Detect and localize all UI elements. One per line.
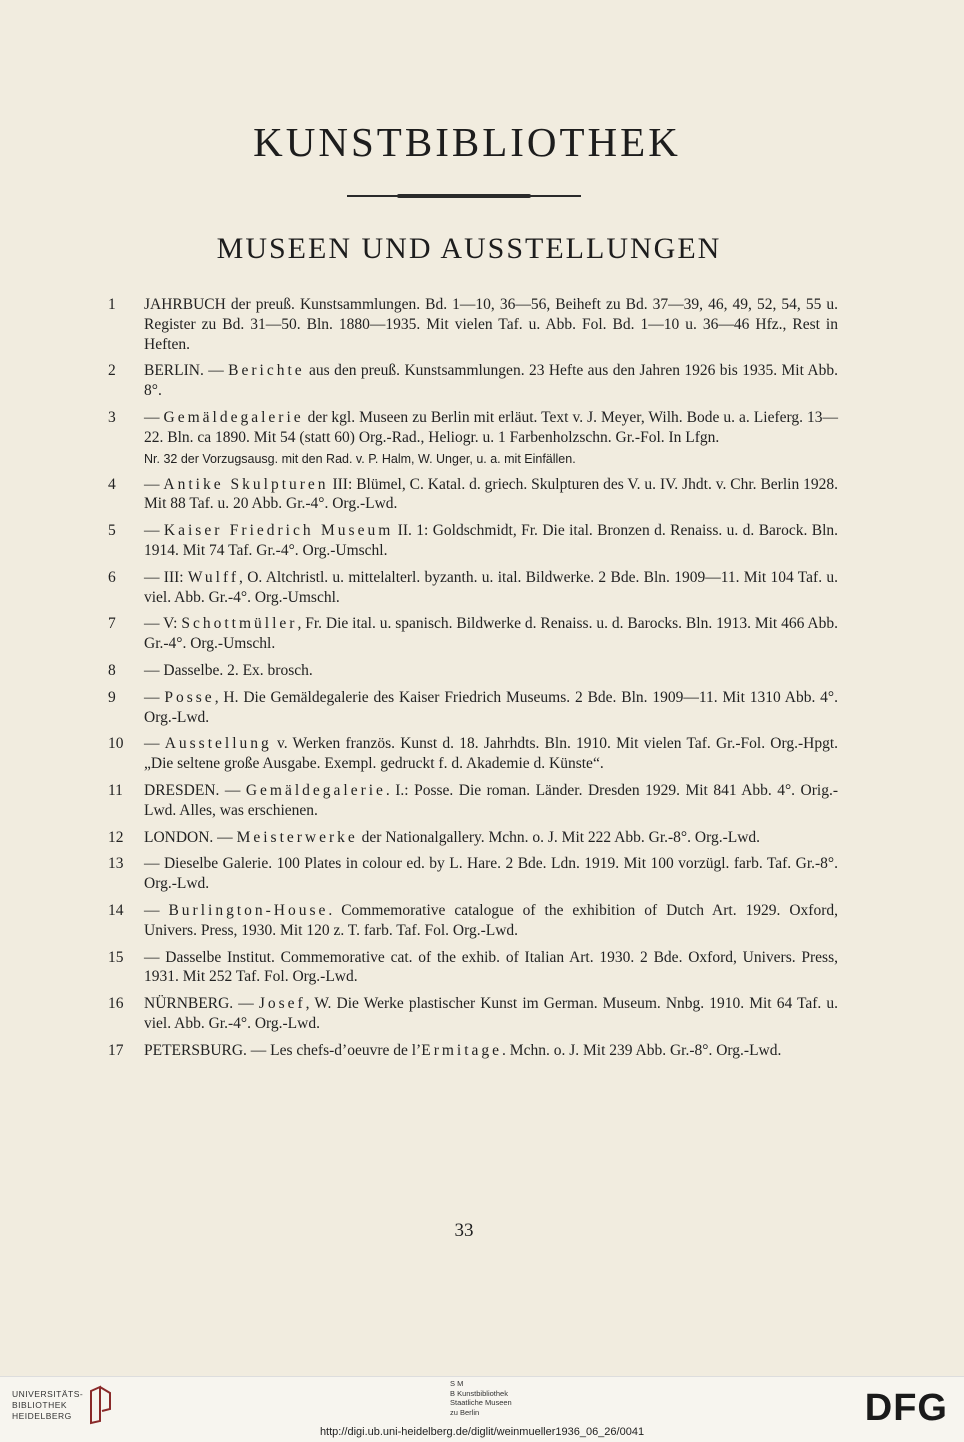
spaced-keyword: Gemäldegalerie [245,781,386,799]
catalogue-entry [108,828,838,848]
catalogue-entries [108,295,838,1068]
catalogue-entry [108,781,838,821]
entry-text: — Dasselbe Institut. Commemorative cat. of the exhib. of Italian Art. 1930. 2 Bde. Oxford, Univers. Press, 1931. Mit 252 Taf. Fol. Org.-Lwd. [144,948,838,986]
entry-text: — Dasselbe. 2. Ex. brosch. [144,661,313,679]
catalogue-entry [108,948,838,988]
entry-text: — Posse, H. Die Gemäldegalerie des Kaiser Friedrich Museums. 2 Bde. Bln. 1909—11. Mit 1310 Abb. 4°. Org.-Lwd. [144,688,839,726]
entry-number: 13 [108,855,124,873]
catalogue-entry [108,408,838,468]
entry-number: 3 [108,408,116,426]
entry-number: 11 [108,781,123,799]
university-library-label: UNIVERSITÄTS- BIBLIOTHEK HEIDELBERG [12,1389,84,1421]
catalogue-entry [108,688,838,728]
catalogue-entry [108,568,838,608]
entry-number: 12 [108,828,124,846]
university-logo-icon [88,1385,114,1425]
spaced-keyword: Gemäldegalerie [163,408,304,426]
section-heading: MUSEEN UND AUSSTELLUNGEN [216,232,722,265]
entry-text: PETERSBURG. — Les chefs-d’oeuvre de l’Ermitage. Mchn. o. J. Mit 239 Abb. Gr.-8°. Org.-Lwd. [144,1041,782,1059]
entry-text: NÜRNBERG. — Josef, W. Die Werke plastischer Kunst im German. Museum. Nnbg. 1910. Mit 64 Taf. u. viel. Abb. Gr.-4°. Org.-Lwd. [144,995,839,1032]
spaced-keyword: Schottmüller [181,615,298,633]
spaced-keyword: Josef [258,995,306,1013]
holding-library-label: S M B Kunstbibliothek Staatliche Museen zu Berlin [450,1379,512,1417]
entry-text: DRESDEN. — Gemäldegalerie. I.: Posse. Die roman. Länder. Dresden 1929. Mit 841 Abb. 4°. Orig.-Lwd. Alles, was erschienen. [144,781,838,819]
entry-number: 15 [108,948,124,966]
catalogue-entry [108,475,838,515]
entry-note: Nr. 32 der Vorzugsausg. mit den Rad. v. P. Halm, W. Unger, u. a. mit Einfällen. [144,451,576,466]
entry-number: 17 [108,1041,124,1059]
entry-number: 10 [108,735,124,753]
page-title: KUNSTBIBLIOTHEK [253,119,681,165]
entry-number: 2 [108,362,116,380]
dfg-logo: DFG [864,1387,948,1429]
entry-text: — V: Schottmüller, Fr. Die ital. u. spanisch. Bildwerke d. Renaiss. u. d. Barocks. Bln. 1913. Mit 466 Abb. Gr.-4°. Org.-Umschl. [144,615,838,653]
catalogue-entry [108,854,838,894]
entry-text: — Burlington-House. Commemorative catalogue of the exhibition of Dutch Art. 1929. Oxford, Univers. Press, 1930. Mit 120 z. T. farb. Taf. Fol. Org.-Lwd. [144,901,838,939]
spaced-keyword: Meisterwerke [236,828,358,846]
spaced-keyword: Berichte [228,362,305,380]
title-divider [347,195,581,197]
entry-text: — Dieselbe Galerie. 100 Plates in colour ed. by L. Hare. 2 Bde. Ldn. 1919. Mit 100 vorzügl. farb. Taf. Gr.-8°. Org.-Lwd. [144,855,838,893]
entry-number: 7 [108,615,116,633]
catalogue-entry [108,521,838,561]
entry-text: — Gemäldegalerie der kgl. Museen zu Berlin mit erläut. Text v. J. Meyer, Wilh. Bode u. a. Lieferg. 13—22. Bln. ca 1890. Mit 54 (statt 60) Org.-Rad., Heliogr. u. 1 Farbenholzschn. Gr.-Fol. In Lfgn. Nr. 32 der Vorzugsausg. mit den Rad. v. P. Halm, W. Unger, u. a. mit Einfällen. [144,408,839,466]
entry-number: 9 [108,688,116,706]
spaced-keyword: Kaiser Friedrich Museum [163,522,394,540]
spaced-keyword: Wulff [187,568,240,586]
catalogue-entry [108,901,838,941]
entry-number: 4 [108,475,116,493]
spaced-keyword: Antike Skulpturen [163,475,329,493]
catalogue-entry [108,614,838,654]
catalogue-entry [108,1041,838,1061]
viewer-footer [0,1376,964,1442]
entry-text: — Kaiser Friedrich Museum II. 1: Goldschmidt, Fr. Die ital. Bronzen d. Renaiss. u. d. Barock. Bln. 1914. Mit 74 Taf. Gr.-4°. Org.-Umschl. [144,522,839,559]
catalogue-entry [108,295,838,354]
catalogue-entry [108,734,838,774]
spaced-keyword: Burlington-House [168,901,329,919]
entry-number: 1 [108,296,116,313]
entry-text: BERLIN. — Berichte aus den preuß. Kunstsammlungen. 23 Hefte aus den Jahren 1926 bis 1935. Mit Abb. 8°. [144,362,839,400]
entry-number: 8 [108,661,116,679]
catalogue-entry [108,361,838,401]
catalogue-entry [108,994,838,1034]
spaced-keyword: Ermitage [421,1041,503,1059]
entry-text: — Ausstellung v. Werken französ. Kunst d. 18. Jahrhdts. Bln. 1910. Mit vielen Taf. Gr.-Fol. Org.-Hpgt. „Die seltene große Ausgabe. Exempl. gedruckt f. d. Akademie d. Künste“. [144,735,839,773]
permalink-url[interactable]: http://digi.ub.uni-heidelberg.de/diglit/weinmueller1936_06_26/0041 [319,1426,645,1438]
catalogue-entry [108,661,838,681]
spaced-keyword: Posse [164,688,215,706]
entry-number: 14 [108,901,124,919]
spaced-keyword: Ausstellung [164,735,272,753]
entry-text: JAHRBUCH der preuß. Kunstsammlungen. Bd. 1—10, 36—56, Beiheft zu Bd. 37—39, 46, 49, 52, 54, 55 u. Register zu Bd. 31—50. Bln. 1880—1935. Mit vielen Taf. u. Abb. Fol. Bd. 1—10 u. 36—46 Hfz., Rest in Heften. [144,296,838,353]
entry-text: — III: Wulff, O. Altchristl. u. mittelalterl. byzanth. u. ital. Bildwerke. 2 Bde. Bln. 1909—11. Mit 104 Taf. u. viel. Abb. Gr.-4°. Org.-Umschl. [144,568,838,606]
page-number: 33 [454,1220,474,1241]
entry-text: LONDON. — Meisterwerke der Nationalgallery. Mchn. o. J. Mit 222 Abb. Gr.-8°. Org.-Lwd. [144,828,761,846]
entry-number: 16 [108,995,124,1013]
entry-text: — Antike Skulpturen III: Blümel, C. Katal. d. griech. Skulpturen des V. u. IV. Jhdt. v. Chr. Berlin 1928. Mit 88 Taf. u. 20 Abb. Gr.-4°. Org.-Lwd. [144,475,838,513]
entry-number: 5 [108,522,116,540]
entry-number: 6 [108,568,116,586]
